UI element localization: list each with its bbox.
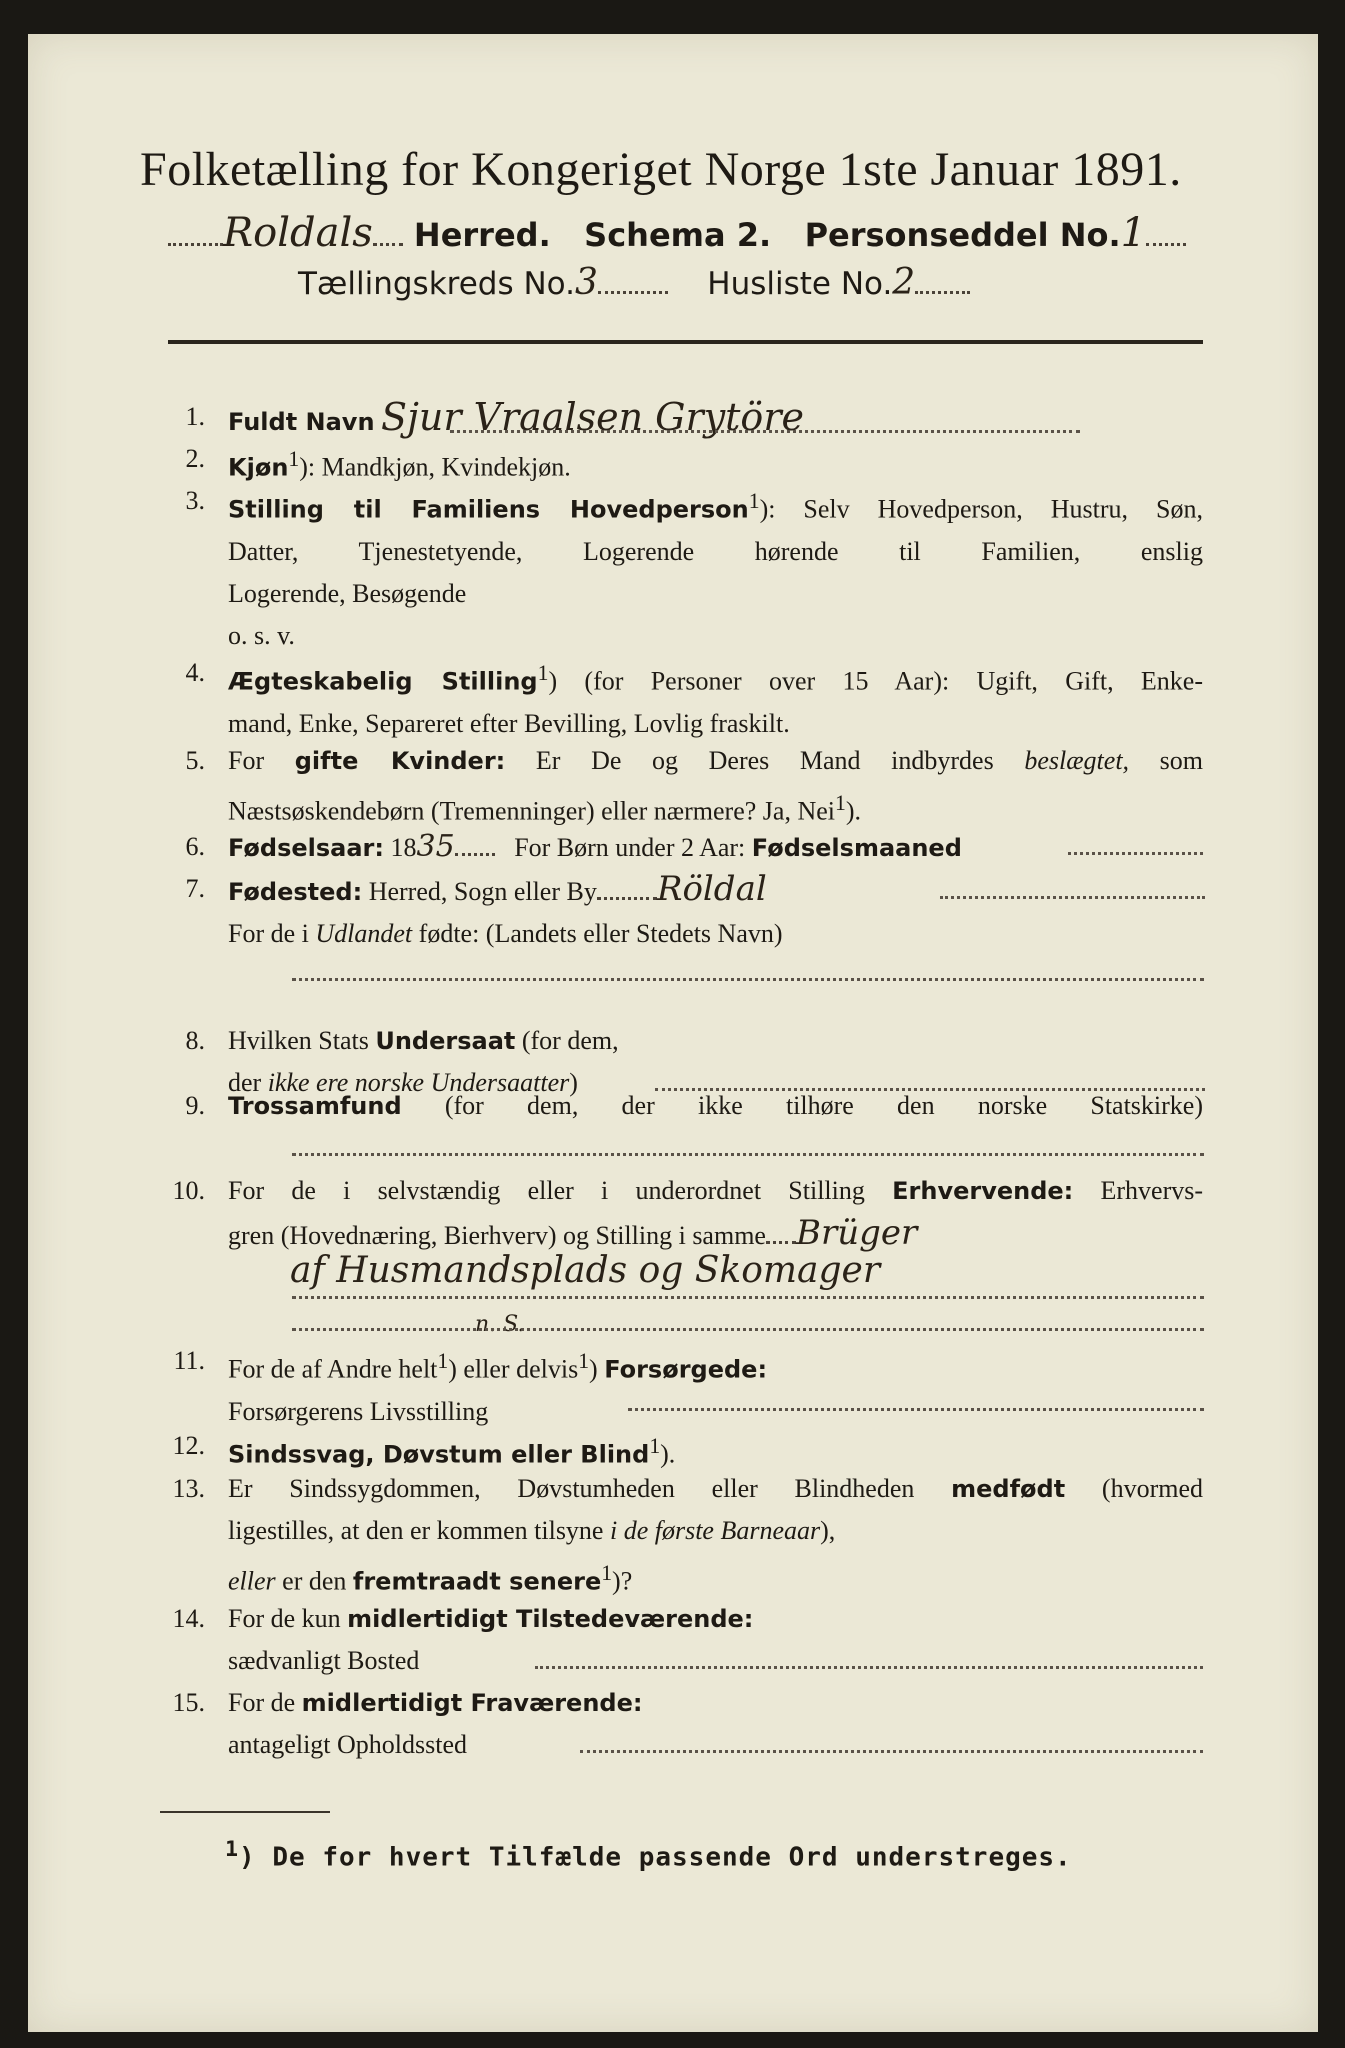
occupation-handwritten-3: n. S. [475, 1312, 525, 1337]
item-1-full-name: 1. Fuldt Navn Sjur Vraalsen Grytöre [150, 396, 1210, 440]
form-title: Folketælling for Kongeriget Norge 1ste Januar 1891. [140, 143, 1182, 196]
husliste-handwritten: 2 [892, 262, 916, 303]
header-kreds-line [298, 262, 1078, 303]
husliste-label: Husliste No. [707, 266, 893, 302]
footnote-divider [160, 1811, 330, 1813]
header-herred-line [168, 210, 1203, 256]
schema-label: Schema 2. [584, 216, 772, 254]
kreds-label: Tællingskreds No. [298, 266, 575, 302]
name-handwritten: Sjur Vraalsen Grytöre [381, 395, 804, 439]
herred-handwritten: Roldals [223, 210, 373, 256]
occupation-handwritten-2: af Husmandsplads og Skomager [290, 1250, 881, 1291]
footnote: $^1$) De for hvert Tilfælde passende Ord understreges. [225, 1837, 1072, 1873]
kreds-handwritten: 3 [574, 262, 598, 303]
herred-label: Herred. [413, 216, 551, 254]
birthplace-handwritten: Röldal [656, 869, 767, 909]
birth-year-handwritten: 35 [416, 829, 455, 864]
header-divider [168, 340, 1203, 344]
personseddel-handwritten: 1 [1120, 210, 1147, 256]
personseddel-label: Personseddel No. [804, 216, 1121, 254]
occupation-handwritten-1: Brüger [795, 1213, 918, 1253]
